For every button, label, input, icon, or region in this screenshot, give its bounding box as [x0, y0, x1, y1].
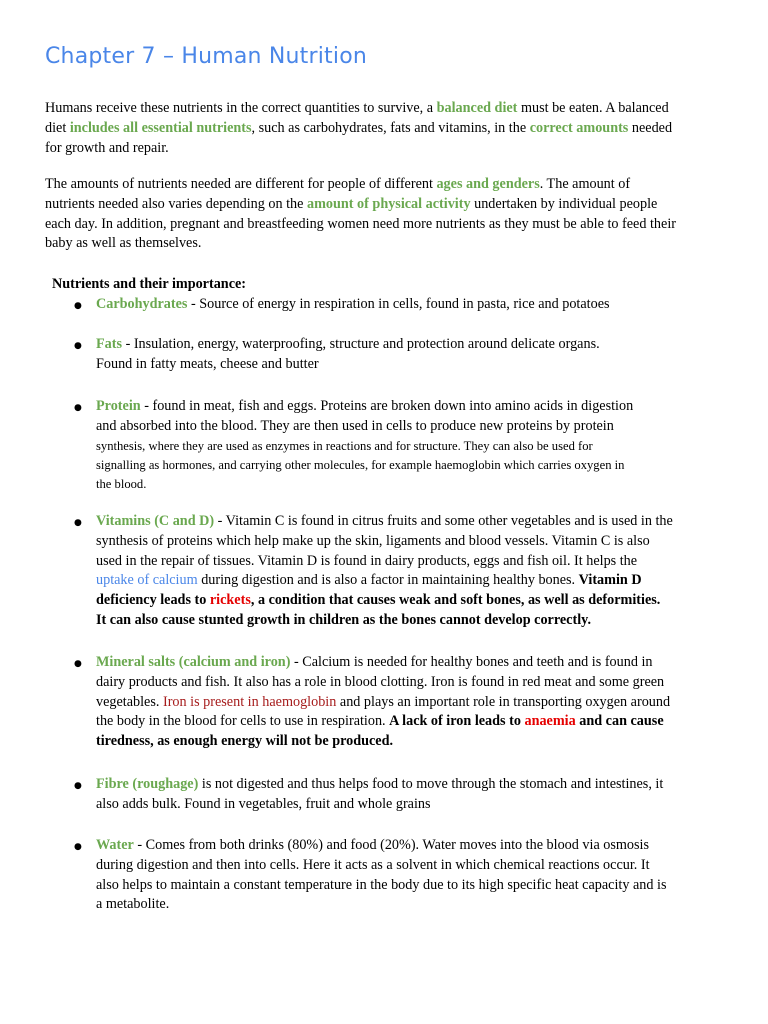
nutrient-name: Fats: [96, 336, 123, 352]
highlight-term: amount of physical activity: [307, 195, 471, 212]
text: , such as carbohydrates, fats and vitamins, in the: [251, 119, 530, 136]
nutrient-name: Protein: [96, 398, 141, 414]
nutrient-name: Vitamins (C and D): [96, 513, 215, 529]
text: - Comes from both drinks (80%) and food (20%). Water moves into the blood via osmosis: [133, 837, 650, 853]
bullet-icon: [74, 397, 84, 419]
bold-text: A lack of iron leads to: [389, 713, 525, 730]
text: the body in the blood for cells to use in respiration.: [96, 713, 390, 730]
disease-term: anaemia: [524, 713, 576, 730]
text: - Vitamin C is found in citrus fruits and some other vegetables and is used in the: [214, 513, 673, 529]
list-item-carbohydrates: [96, 295, 716, 315]
text: dairy products and fish. It also has a role in blood clotting. Iron is found in red meat and some green: [96, 673, 665, 690]
text: must be eaten. A balanced: [517, 100, 669, 116]
text: - Insulation, energy, waterproofing, structure and protection around delicate organs.: [122, 336, 600, 352]
text: during digestion and is also a factor in maintaining healthy bones.: [197, 572, 579, 589]
text: needed: [628, 119, 673, 136]
list-item-vitamins: [96, 512, 716, 631]
text: a metabolite.: [96, 896, 170, 913]
text: diet: [45, 119, 70, 136]
list-item-fibre: [96, 775, 716, 815]
text: the blood.: [96, 476, 147, 491]
bold-text: Vitamin D: [578, 572, 642, 589]
text: also helps to maintain a constant temperature in the body due to its high specific heat capacity and is: [96, 876, 667, 893]
list-item-protein: [96, 397, 716, 494]
text: - found in meat, fish and eggs. Proteins are broken down into amino acids in digestion: [140, 398, 634, 414]
bullet-icon: [74, 653, 84, 675]
text: Found in fatty meats, cheese and butter: [96, 355, 319, 372]
text: undertaken by individual people: [470, 195, 658, 212]
text: - Calcium is needed for healthy bones and teeth and is found in: [290, 654, 653, 670]
highlight-term: balanced diet: [436, 100, 518, 116]
highlight-term: includes all essential nutrients: [69, 119, 252, 136]
bold-text: , a condition that causes weak and soft bones, as well as deformities.: [250, 592, 661, 609]
bold-text: deficiency leads to: [96, 592, 210, 609]
text: also adds bulk. Found in vegetables, fruit and whole grains: [96, 795, 431, 812]
section-heading: Nutrients and their importance:: [52, 276, 247, 292]
text: nutrients needed also varies depending on the: [45, 195, 307, 212]
bold-text: and can cause: [575, 713, 664, 730]
nutrient-name: Mineral salts (calcium and iron): [96, 654, 291, 670]
nutrient-name: Fibre (roughage): [96, 776, 199, 792]
text: and plays an important role in transporting oxygen around: [336, 693, 671, 710]
list-item-mineral-salts: [96, 653, 716, 752]
bullet-icon: [74, 775, 84, 797]
bullet-icon: [74, 836, 84, 858]
text: synthesis of proteins which help make up the skin, ligaments and blood vessels. Vitamin C is also: [96, 532, 650, 549]
text: vegetables.: [96, 693, 163, 710]
bullet-icon: [74, 295, 84, 317]
list-item-water: [96, 836, 716, 915]
text: and absorbed into the blood. They are then used in cells to produce new proteins by protein: [96, 417, 614, 434]
bullet-icon: [74, 512, 84, 534]
page-title: Chapter 7 – Human Nutrition: [45, 44, 367, 69]
amounts-paragraph: [45, 175, 721, 254]
text: - Source of energy in respiration in cells, found in pasta, rice and potatoes: [187, 296, 610, 312]
list-item-fats: [96, 335, 716, 375]
text: signalling as hormones, and carrying other molecules, for example haemoglobin which carries oxygen in: [96, 457, 625, 472]
text: baby as well as themselves.: [45, 235, 202, 252]
highlight-term: correct amounts: [529, 119, 629, 136]
highlight-term: Iron is present in haemoglobin: [162, 693, 337, 710]
text: during digestion and then into cells. Here it acts as a solvent in which chemical reactions occur. It: [96, 856, 650, 873]
text: used in the repair of tissues. Vitamin D is found in dairy products, eggs and fish oil. It helps the: [96, 552, 638, 569]
text: synthesis, where they are used as enzymes in reactions and for structure. They can also be used for: [96, 438, 593, 453]
disease-term: rickets: [209, 592, 251, 609]
text: . The amount of: [539, 176, 631, 192]
text: The amounts of nutrients needed are different for people of different: [45, 176, 437, 192]
text: for growth and repair.: [45, 139, 169, 156]
text: each day. In addition, pregnant and breastfeeding women need more nutrients as they must be able to feed their: [45, 215, 676, 232]
text: Humans receive these nutrients in the correct quantities to survive, a: [45, 100, 437, 116]
text: is not digested and thus helps food to move through the stomach and intestines, it: [198, 776, 664, 792]
nutrient-name: Water: [96, 837, 134, 853]
highlight-term: uptake of calcium: [96, 572, 198, 589]
nutrient-name: Carbohydrates: [96, 296, 188, 312]
highlight-term: ages and genders: [436, 176, 540, 192]
bold-text: It can also cause stunted growth in children as the bones cannot develop correctly.: [96, 611, 591, 628]
intro-paragraph: [45, 99, 721, 158]
bullet-icon: [74, 335, 84, 357]
bold-text: tiredness, as enough energy will not be produced.: [96, 733, 394, 750]
